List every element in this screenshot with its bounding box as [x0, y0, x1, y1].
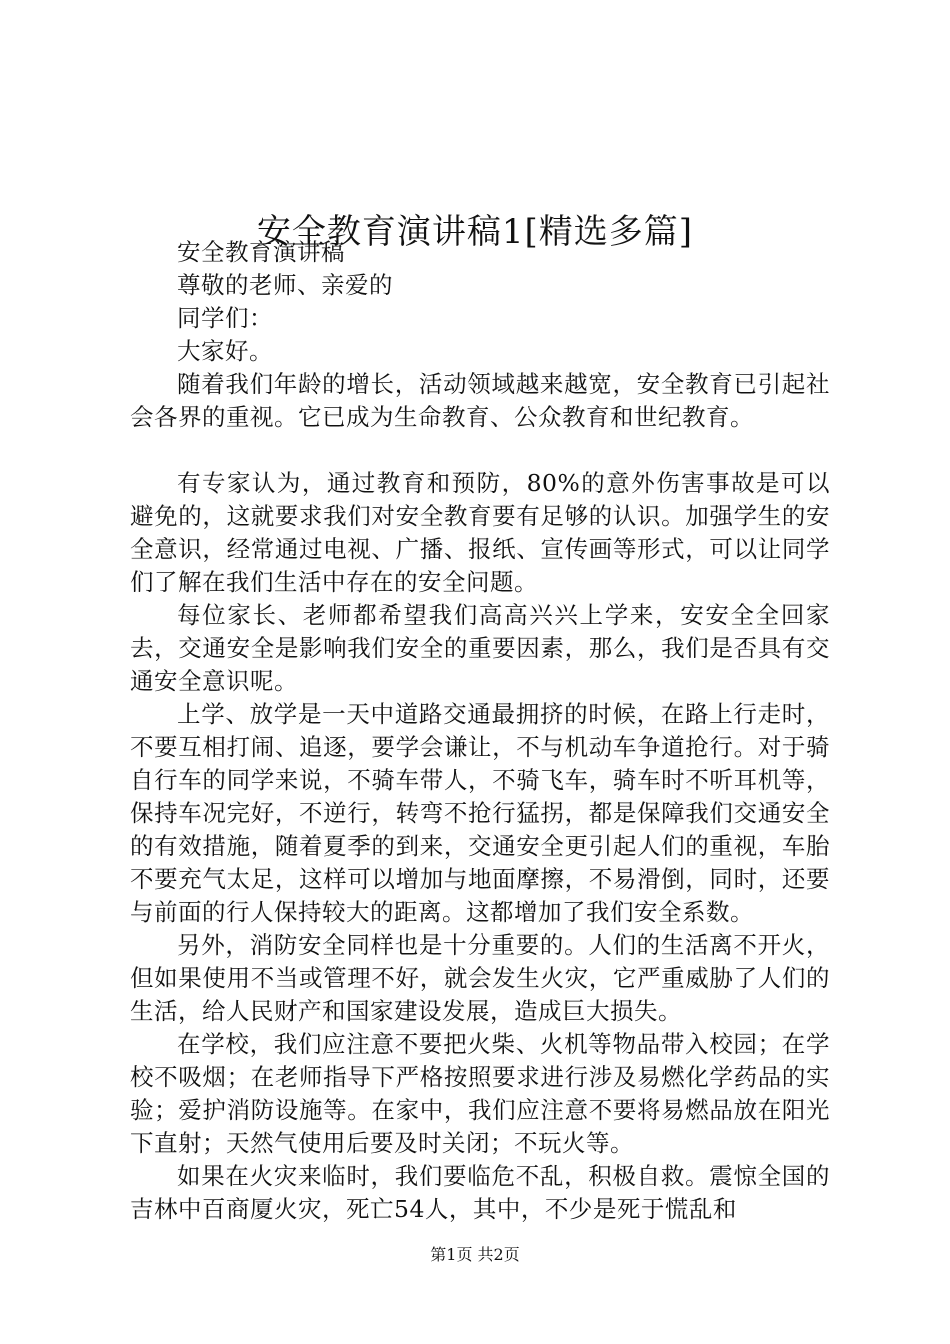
- paragraph: 尊敬的老师、亲爱的: [177, 271, 393, 299]
- paragraph: 大家好。: [177, 337, 273, 365]
- paragraph: 每位家长、老师都希望我们高高兴兴上学来，安安全全回家去，交通安全是影响我们安全的重要因素，那么，我们是否具有交通安全意识呢。: [130, 601, 830, 695]
- page-footer: 第1页 共2页: [430, 1245, 520, 1264]
- paragraph: 另外，消防安全同样也是十分重要的。人们的生活离不开火，但如果使用不当或管理不好，就会发生火灾，它严重威胁了人们的生活，给人民财产和国家建设发展，造成巨大损失。: [130, 931, 830, 1025]
- paragraph: 随着我们年龄的增长，活动领域越来越宽，安全教育已引起社会各界的重视。它已成为生命教育、公众教育和世纪教育。: [130, 370, 830, 431]
- document-body: [130, 236, 830, 1226]
- paragraph: 有专家认为，通过教育和预防，80%的意外伤害事故是可以避免的，这就要求我们对安全教育要有足够的认识。加强学生的安全意识，经常通过电视、广播、报纸、宣传画等形式，可以让同学们了解在我们生活中存在的安全问题。: [130, 469, 830, 596]
- paragraph: 上学、放学是一天中道路交通最拥挤的时候，在路上行走时，不要互相打闹、追逐，要学会谦让，不与机动车争道抢行。对于骑自行车的同学来说，不骑车带人，不骑飞车，骑车时不听耳机等，保持车况完好，不逆行，转弯不抢行猛拐，都是保障我们交通安全的有效措施，随着夏季的到来，交通安全更引起人们的重视，车胎不要充气太足，这样可以增加与地面摩擦，不易滑倒，同时，还要与前面的行人保持较大的距离。这都增加了我们安全系数。: [130, 700, 830, 926]
- page-title: 安全教育演讲稿1[精选多篇]: [256, 211, 694, 252]
- paragraph: 在学校，我们应注意不要把火柴、火机等物品带入校园；在学校不吸烟；在老师指导下严格按照要求进行涉及易燃化学药品的实验；爱护消防设施等。在家中，我们应注意不要将易燃品放在阳光下直射；天然气使用后要及时关闭；不玩火等。: [130, 1030, 830, 1157]
- paragraph: 同学们：: [177, 304, 273, 332]
- paragraph: 如果在火灾来临时，我们要临危不乱，积极自救。震惊全国的吉林中百商厦火灾，死亡54人，其中，不少是死于慌乱和: [130, 1162, 830, 1223]
- paragraph: 安全教育演讲稿: [177, 238, 345, 266]
